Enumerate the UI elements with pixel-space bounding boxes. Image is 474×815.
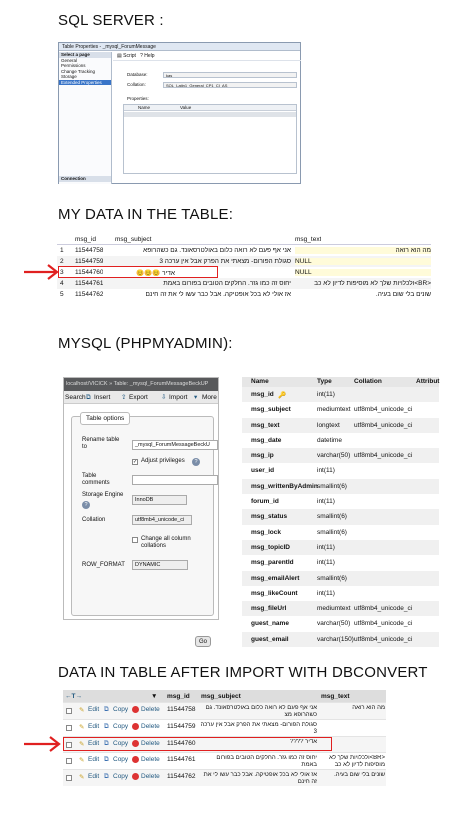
copy-icon: ⧉	[104, 706, 109, 713]
col-msg-id[interactable]: msg_id	[167, 693, 190, 700]
delete-link[interactable]: Delete	[141, 773, 160, 781]
col-msg-text: msg_text	[295, 236, 322, 243]
rename-label: Rename table to	[82, 437, 120, 450]
structure-table	[242, 377, 439, 645]
cell-msg-id: 11544760	[75, 269, 104, 276]
column-name: forum_id	[251, 498, 279, 506]
col-msg-subject[interactable]: msg_subject	[201, 693, 241, 700]
cell-msg-subject: יחוס זה כמו גזר. החלקים הטובים בפורום באמת	[163, 280, 291, 287]
table-row[interactable]	[57, 289, 431, 300]
import-icon: ⇩	[161, 394, 167, 401]
structure-row[interactable]	[242, 601, 439, 616]
collation-label: Collation	[82, 517, 106, 523]
edit-link[interactable]: Edit	[88, 706, 100, 713]
tab-insert[interactable]: Insert	[94, 394, 111, 401]
column-name: msg_date	[251, 436, 282, 444]
structure-row[interactable]	[242, 463, 439, 478]
column-collation: utf8mb4_unicode_ci	[354, 406, 413, 414]
delete-icon	[132, 756, 139, 763]
structure-row[interactable]	[242, 632, 439, 647]
pma-tabs	[64, 391, 218, 404]
column-name: msg_ip	[251, 452, 274, 460]
cell-msg-text: מה הוא רואה	[352, 705, 385, 711]
col-msg-subject: msg_subject	[115, 236, 152, 243]
structure-row[interactable]	[242, 433, 439, 448]
red-arrow-icon	[22, 734, 62, 754]
dialog-toolbar	[113, 52, 301, 61]
pencil-icon: ✎	[79, 774, 85, 782]
cell-msg-subject: סגולת הפורום- מצאתי את הפרק אבל אין ערכה 3	[200, 721, 317, 735]
storage-engine-select[interactable]: InnoDB	[132, 495, 187, 505]
database-field[interactable]: kas	[163, 72, 297, 78]
copy-icon: ⧉	[104, 773, 109, 781]
column-type: int(11)	[317, 391, 335, 398]
column-type: smallint(6)	[317, 574, 347, 582]
delete-icon	[132, 723, 139, 730]
column-name: msg_topicID	[251, 543, 291, 551]
column-type: smallint(6)	[317, 528, 347, 536]
connection-header: Connection	[59, 176, 111, 182]
insert-icon: ⧉	[86, 394, 91, 401]
cell-msg-id: 11544758	[75, 247, 104, 254]
copy-link[interactable]: Copy	[113, 739, 129, 747]
cell-msg-id: 11544761	[167, 756, 196, 764]
table-options-legend: Table options	[80, 412, 130, 425]
row-number: 5	[60, 291, 64, 298]
column-collation: utf8mb4_unicode_ci	[354, 605, 413, 613]
column-name: msg_fileUrl	[251, 605, 287, 613]
column-type: mediumtext	[317, 605, 351, 613]
dialog-title: Table Properties - _mysql_ForumMessage	[59, 43, 300, 51]
red-arrow-icon	[22, 262, 60, 282]
column-collation: utf8mb4_unicode_ci	[354, 421, 413, 429]
cell-msg-id: 11544759	[75, 258, 104, 265]
cell-msg-id: 11544762	[167, 773, 196, 781]
column-name: msg_emailAlert	[251, 574, 300, 582]
column-name: msg_lock	[251, 528, 281, 536]
column-collation: utf8mb4_unicode_ci	[354, 452, 413, 460]
edit-link[interactable]: Edit	[88, 722, 100, 730]
cell-msg-text: NULL	[295, 269, 431, 276]
row-number: 1	[60, 247, 64, 254]
cell-msg-text: שונים בלי שום בעיה.	[375, 291, 431, 298]
edit-link[interactable]: Edit	[88, 756, 100, 764]
heading-my-data: MY DATA IN THE TABLE:	[58, 206, 234, 223]
cell-msg-text: שונים בלי שום בעיה.	[334, 772, 385, 779]
structure-row[interactable]	[242, 586, 439, 601]
structure-row[interactable]	[242, 387, 439, 402]
extended-properties-grid[interactable]	[123, 104, 297, 174]
column-type: varchar(50)	[317, 620, 351, 628]
copy-icon: ⧉	[104, 739, 109, 747]
heading-mysql: MYSQL (PHPMYADMIN):	[58, 335, 233, 352]
primary-key-icon: 🔑	[278, 392, 287, 399]
row-checkbox[interactable]	[66, 775, 72, 781]
script-icon: ▤	[117, 53, 122, 59]
copy-link[interactable]: Copy	[113, 722, 129, 730]
column-name: msg_writtenByAdmin	[251, 482, 318, 490]
cell-msg-text: NULL	[295, 258, 431, 265]
pma-operations-panel	[63, 377, 219, 645]
tab-import[interactable]: Import	[169, 394, 188, 401]
help-button[interactable]: Help	[144, 53, 155, 59]
cell-msg-subject: אז אולי לא בכל אופטיקה. אבל כבר עשו לי את זה חינם	[145, 291, 291, 298]
cell-msg-text: <BR>ולכלויות שלך לא מוסיפות לדיון לא כב	[314, 280, 431, 287]
column-type: longtext	[317, 421, 340, 429]
cell-msg-subject: אני אף פעם לא רואה כלום באולטרסאונד. גם כשהרופא מצ	[205, 705, 317, 718]
structure-row[interactable]	[242, 494, 439, 509]
cell-msg-text	[321, 722, 385, 737]
structure-rows	[242, 387, 439, 647]
row-checkbox[interactable]	[66, 708, 72, 714]
delete-link[interactable]: Delete	[141, 706, 160, 713]
comments-label: Table comments	[82, 473, 110, 486]
cell-msg-subject: סגולת הפורום- מצאתי את הפרק אבל אין ערכה 3	[159, 258, 291, 265]
tab-export[interactable]: Export	[129, 394, 148, 401]
pma-breadcrumb[interactable]: localhost/VICICK » Table: _mysql_ForumMessageBeckUP	[64, 378, 218, 391]
grid-col-value: Value	[180, 105, 192, 110]
structure-row[interactable]	[242, 555, 439, 570]
go-button[interactable]: Go	[195, 636, 211, 647]
table-options-fieldset	[71, 415, 214, 645]
column-name: msg_text	[251, 421, 280, 429]
column-type: int(11)	[317, 589, 335, 597]
column-type: int(11)	[317, 543, 335, 551]
delete-icon	[132, 706, 139, 713]
tab-search[interactable]: Search	[65, 394, 86, 401]
structure-row[interactable]	[242, 479, 439, 494]
table-row[interactable]	[63, 702, 386, 719]
structure-row[interactable]	[242, 402, 439, 417]
col-attributes: Attribut	[416, 378, 440, 385]
table-row[interactable]	[63, 752, 386, 769]
more-icon: ▾	[194, 394, 198, 401]
help-icon[interactable]: ?	[82, 501, 90, 509]
copy-link[interactable]: Copy	[113, 706, 129, 713]
properties-pane	[113, 52, 301, 184]
sort-icon[interactable]: ▼	[151, 693, 158, 700]
column-type: int(11)	[317, 467, 335, 475]
structure-row[interactable]	[242, 525, 439, 540]
page-change-tracking[interactable]: Change Tracking	[61, 68, 96, 74]
cell-msg-subject: אדיר 😊😊😊	[136, 270, 175, 277]
tab-more[interactable]: More	[202, 394, 217, 401]
column-name: guest_name	[251, 620, 289, 628]
table-row[interactable]	[63, 769, 386, 786]
sqlserver-table-properties-dialog	[58, 42, 301, 184]
table-row[interactable]	[63, 719, 386, 736]
structure-row[interactable]	[242, 509, 439, 524]
pencil-icon: ✎	[79, 707, 85, 714]
column-collation: utf8mb4_unicode_ci	[354, 635, 413, 643]
cell-msg-subject: אני אף פעם לא רואה כלום באולטרסאונד. גם כשהרופא	[143, 247, 291, 254]
column-type: datetime	[317, 436, 342, 444]
edit-link[interactable]: Edit	[88, 739, 100, 747]
structure-row[interactable]	[242, 418, 439, 433]
cell-msg-text: מה הוא רואה	[295, 247, 431, 254]
database-label: Database:	[127, 72, 148, 77]
row-number: 4	[60, 280, 64, 287]
heading-after-import: DATA IN TABLE AFTER IMPORT WITH DBCONVERT	[58, 664, 428, 681]
table-row[interactable]	[57, 278, 431, 289]
col-msg-id: msg_id	[75, 236, 96, 243]
grid-empty-row[interactable]	[124, 112, 296, 117]
after-table-header	[63, 690, 386, 702]
cell-msg-subject: אדיר ????	[290, 738, 317, 745]
structure-row[interactable]	[242, 616, 439, 631]
cell-msg-subject: אז אולי לא בכל אופטיקה. אבל כבר עשו לי את זה חינם	[203, 772, 317, 786]
adjust-privileges-label: Adjust privileges	[141, 458, 185, 464]
change-all-collations-label: Change all column collations	[141, 536, 191, 549]
edit-link[interactable]: Edit	[88, 773, 100, 781]
script-button[interactable]: Script	[123, 53, 136, 59]
cell-msg-id: 11544759	[167, 722, 196, 730]
row-number: 2	[60, 258, 64, 265]
row-format-label: ROW_FORMAT	[82, 562, 125, 568]
structure-row[interactable]	[242, 448, 439, 463]
cell-msg-id: 11544760	[167, 739, 196, 747]
column-type: mediumtext	[317, 406, 351, 414]
column-nav[interactable]: ←T→	[65, 693, 82, 700]
delete-link[interactable]: Delete	[141, 756, 160, 764]
structure-header	[242, 377, 439, 387]
column-name: msg_id	[251, 391, 274, 398]
rename-input[interactable]: _mysql_ForumMessageBeckU	[132, 440, 218, 450]
column-name: guest_email	[251, 635, 289, 643]
help-icon: ?	[140, 53, 143, 59]
column-name: msg_parentId	[251, 559, 294, 567]
column-collation: utf8mb4_unicode_ci	[354, 620, 413, 628]
properties-label: Properties:	[127, 96, 149, 101]
grid-col-name: Name	[138, 105, 151, 110]
copy-icon: ⧉	[104, 722, 109, 730]
cell-msg-id: 11544761	[75, 280, 104, 287]
page-general[interactable]: General	[61, 57, 78, 63]
column-name: msg_likeCount	[251, 589, 298, 597]
col-collation: Collation	[354, 378, 382, 385]
copy-link[interactable]: Copy	[113, 773, 129, 781]
structure-row[interactable]	[242, 571, 439, 586]
column-type: smallint(6)	[317, 482, 347, 490]
collation-select[interactable]: utf8mb4_unicode_ci	[132, 515, 192, 525]
table-row[interactable]	[57, 245, 431, 256]
storage-engine-label: Storage Engine	[82, 492, 124, 498]
cell-msg-subject: יחוס זה כמו גזר. החלקים הטובים בפורום באמת	[216, 755, 317, 769]
row-checkbox[interactable]	[66, 758, 72, 764]
change-all-collations-checkbox[interactable]	[132, 537, 138, 543]
highlight-box	[58, 266, 218, 278]
column-type: smallint(6)	[317, 513, 347, 521]
column-name: msg_status	[251, 513, 288, 521]
cell-msg-id: 11544758	[167, 706, 196, 713]
delete-link[interactable]: Delete	[141, 722, 160, 730]
page-permissions[interactable]: Permissions	[61, 63, 86, 68]
column-type: varchar(150)	[317, 635, 354, 643]
collation-field[interactable]: SQL_Latin1_General_CP1_CI_AS	[163, 82, 297, 88]
column-name: user_id	[251, 467, 275, 475]
row-format-select[interactable]: DYNAMIC	[132, 560, 188, 570]
structure-row[interactable]	[242, 540, 439, 555]
pages-header: Select a page	[59, 52, 111, 58]
row-number: 3	[60, 269, 64, 276]
delete-icon	[132, 773, 139, 780]
copy-link[interactable]: Copy	[113, 756, 129, 764]
pencil-icon: ✎	[79, 740, 85, 748]
column-type: varchar(50)	[317, 452, 351, 460]
pencil-icon: ✎	[79, 757, 85, 765]
collation-label: Collation:	[127, 82, 146, 87]
cell-msg-text: <BR>ולכלויות שלך לא מוסיפות לדיון לא כב	[329, 755, 385, 769]
heading-sql-server: SQL SERVER :	[58, 12, 164, 29]
col-type: Type	[317, 378, 332, 385]
adjust-privileges-checkbox[interactable]: ✓	[133, 459, 138, 465]
help-icon[interactable]: ?	[192, 458, 200, 466]
column-type: int(11)	[317, 498, 335, 506]
pencil-icon: ✎	[79, 723, 85, 731]
page-extended-properties[interactable]: Extended Properties	[59, 80, 111, 86]
page-storage[interactable]: Storage	[61, 74, 77, 79]
column-name: msg_subject	[251, 406, 291, 414]
delete-link[interactable]: Delete	[141, 739, 160, 747]
copy-icon: ⧉	[104, 756, 109, 764]
column-type: int(11)	[317, 559, 335, 567]
table-header	[57, 234, 431, 245]
row-checkbox[interactable]	[66, 725, 72, 731]
page-selector	[59, 52, 112, 184]
cell-msg-id: 11544762	[75, 291, 104, 298]
highlight-box	[63, 737, 332, 751]
comments-input[interactable]	[132, 475, 218, 485]
col-msg-text[interactable]: msg_text	[321, 693, 350, 700]
col-name: Name	[251, 378, 269, 385]
export-icon: ⇪	[121, 394, 127, 401]
